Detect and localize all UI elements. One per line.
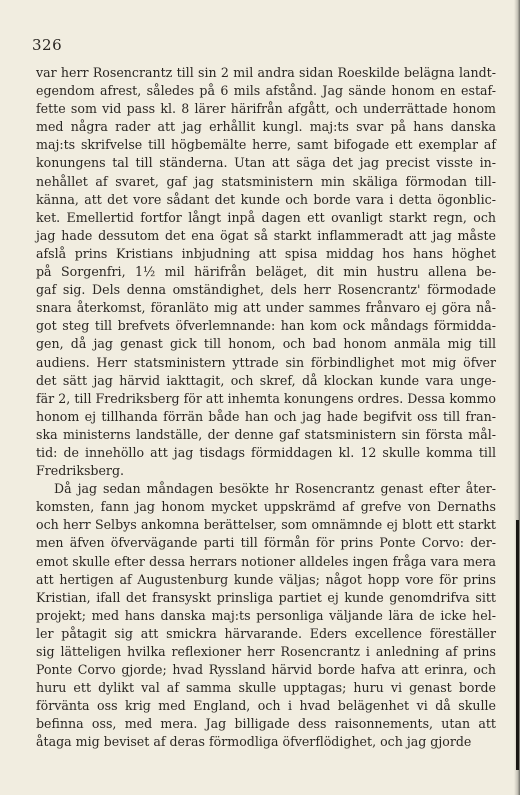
text-line: ket. Emellertid fortfor långt inpå dagen ett ovanligt starkt regn, och: [36, 209, 496, 225]
text-line: fär 2, till Fredriksberg för att inhemta konungens ordres. Dessa kommo: [36, 390, 496, 406]
text-line: ler påtagit sig att smickra härvarande. Eders excellence föreställer: [36, 625, 496, 641]
text-line: jag hade dessutom det ena ögat så starkt inflammeradt att jag måste: [36, 227, 496, 243]
page-number: 326: [32, 36, 63, 54]
text-line: befinna oss, med mera. Jag billigade dess raisonnements, utan att: [36, 716, 496, 732]
text-line: känna, att det vore sådant det kunde och borde vara i detta ögonblic-: [36, 191, 496, 207]
text-line: gen, då jag genast gick till honom, och bad honom anmäla mig till: [36, 336, 496, 352]
text-line: honom ej tillhanda förrän både han och jag hade begifvit oss till fran-: [36, 408, 496, 424]
text-line: sig lätteligen hvilka reflexioner herr Rosencrantz i anledning af prins: [36, 644, 496, 659]
binding-edge-mark: [516, 520, 519, 770]
text-line: afslå prins Kristians inbjudning att spisa middag hos hans höghet: [36, 245, 496, 261]
text-line: det sätt jag härvid iakttagit, och skref, då klockan kunde vara unge-: [36, 372, 496, 388]
text-line: audiens. Herr statsministern yttrade sin förbindlighet mot mig öfver: [36, 354, 496, 370]
text-line: ska ministerns landställe, der denne gaf statsministern sin första mål-: [36, 426, 496, 442]
body-text: [36, 64, 496, 752]
text-line: maj:ts skrifvelse till högbemälte herre, samt bifogade ett exemplar af: [36, 137, 496, 153]
text-line: tid: de innehöllo att jag tisdags förmiddagen kl. 12 skulle komma till: [36, 444, 496, 460]
text-line: var herr Rosencrantz till sin 2 mil andra sidan Roeskilde belägna landt-: [36, 65, 496, 80]
text-line: åtaga mig beviset af deras förmodliga öfverflödighet, och jag gjorde: [36, 734, 472, 750]
text-line: Fredriksberg.: [36, 463, 125, 479]
paragraph: [36, 64, 496, 480]
text-line: emot skulle efter dessa herrars notioner alldeles ingen fråga vara mera: [36, 553, 496, 569]
text-line: och herr Selbys ankomna berättelser, som omnämnde ej blott ett starkt: [36, 517, 496, 533]
text-line: snara återkomst, föranläto mig att under sammes frånvaro ej göra nå-: [36, 300, 496, 316]
text-line: nehållet af svaret, gaf jag statsministern min skäliga förmodan till-: [36, 173, 496, 189]
text-line: men äfven öfvervägande parti till förmån för prins Ponte Corvo: der-: [36, 535, 496, 551]
text-line: projekt; med hans danska maj:ts personliga väljande lära de icke hel-: [36, 607, 496, 623]
paragraph: [36, 480, 496, 751]
text-line: got steg till brefvets öfverlemnande: han kom ock måndags förmidda-: [36, 318, 496, 334]
text-line: huru ett dylikt val af samma skulle upptagas; huru vi genast borde: [36, 680, 496, 696]
text-line: fette som vid pass kl. 8 lärer härifrån afgått, och underrättade honom: [36, 101, 496, 117]
text-line: konungens tal till ständerna. Utan att säga det jag precist visste in-: [36, 155, 496, 171]
text-line: komsten, fann jag honom mycket uppskrämd af grefve von Dernaths: [36, 499, 496, 515]
text-line: gaf sig. Dels denna omständighet, dels herr Rosencrantz' förmodade: [36, 282, 496, 298]
text-line: på Sorgenfri, 1½ mil härifrån beläget, dit min hustru allena be-: [36, 264, 496, 280]
text-line: Då jag sedan måndagen besökte hr Rosencrantz genast efter åter-: [54, 481, 496, 497]
text-line: att hertigen af Augustenburg kunde väljas; något hopp vore för prins: [36, 571, 496, 587]
text-line: Ponte Corvo gjorde; hvad Ryssland härvid borde hafva att erinra, och: [36, 662, 496, 678]
text-line: med några rader att jag erhållit kungl. maj:ts svar på hans danska: [36, 119, 496, 135]
text-line: Kristian, ifall det fransyskt prinsliga partiet ej kunde genomdrifva sitt: [36, 589, 496, 605]
text-line: förvänta oss krig med England, och i hvad belägenhet vi då skulle: [36, 698, 496, 714]
text-line: egendom afrest, således på 6 mils afstånd. Jag sände honom en estaf-: [36, 83, 496, 99]
